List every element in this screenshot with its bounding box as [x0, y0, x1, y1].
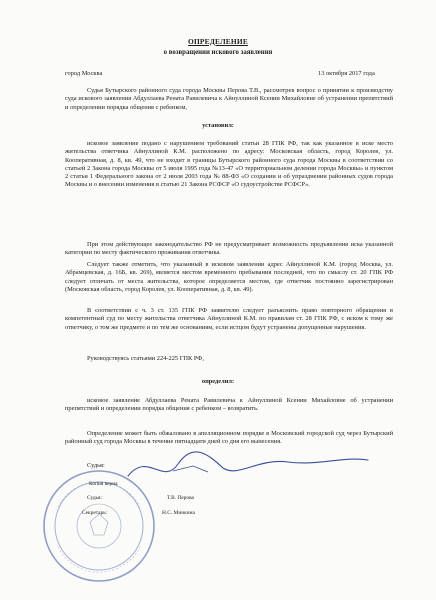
paragraph-5: Руководствуясь статьями 224-225 ГПК РФ,: [87, 355, 204, 362]
signoff-judge-name: Т.В. Перова: [167, 495, 194, 501]
copy-verified-label: Копия верна: [89, 481, 118, 487]
paragraph-3: Следует также отметить, что указанный в исковом заявлении адрес Айнуллиной К.М. (город Москва, ул. Абрамцевская, д. 16Б, кв. 269), является местом временного пребывания последней, что по смыслу ст. 20 ГПК РФ следует отличать от места жительства, которое определяется местом, где ответчик постоянно зарегистрирован (Московская область, город Королев, ул. Кооперативная, д. 8, кв. 49).: [65, 261, 393, 293]
signoff-secretary-name: Н.С. Минкина: [162, 510, 195, 516]
decision-paragraph: исковое заявление Абдуллаева Рената Равилевича к Айнуллиной Ксении Михайловне об устранении препятствий и определении порядка общения с ребенком – возвратить.: [65, 397, 393, 413]
document-city: город Москва: [65, 70, 103, 77]
document-subtitle: о возвращении искового заявления: [163, 49, 273, 56]
paragraph-4: В соответствии с ч. 3 ст. 135 ГПК РФ заявителю следует разъяснить право повторного обращения в компетентный суд по месту жительства ответчика Айнуллиной К.М. по правилам ст. 28 ГПК РФ, с иском к тому же ответчику, о том же предмете и по тем же основаниям, если истцом будут устранены допущенные нарушения.: [65, 307, 393, 331]
document-date: 13 октября 2017 года: [318, 70, 375, 77]
document-title: ОПРЕДЕЛЕНИЕ: [188, 37, 248, 46]
established-heading: установил:: [202, 122, 234, 129]
intro-paragraph: Судья Бутырского районного суда города Москвы Перова Т.В., рассмотрев вопрос о принятии к производству суда искового заявления Абдуллаева Рената Равилевича к Айнуллиной Ксении Михайловне об устранении препятствий и определении порядка общения с ребенком,: [65, 87, 393, 111]
judge-label: Судья:: [87, 462, 105, 469]
determined-heading: определил:: [201, 378, 235, 385]
appeal-paragraph: Определение может быть обжаловано в апелляционном порядке в Московский городской суд через Бутырский районный суд города Москвы в течение пятнадцати дней со дня его вынесения.: [65, 430, 393, 446]
signoff-secretary-label: Секретарь:: [82, 510, 108, 516]
paragraph-1: исковое заявление подано с нарушением требований статьи 28 ГПК РФ, так как указанное в иске место жительства ответчика Айнуллиной К.М. расположено по адресу: Московская область, город Королев, ул. Кооперативная, д. 8, кв. 49, что не входит в границы Бутырского районного суда города Москвы в соответствии со статьей 2 Закона города Москвы от 5 июля 1995 года №13-47 «О территориальном делении города Москвы» и пунктом 2 статьи 1 Федерального закона от 2 июля 2003 года № 88-ФЗ «О создании и об упразднении районных судов города Москвы и о внесении изменения в статью 21 Закона РСФСР «О судоустройстве РСФСР».: [65, 140, 393, 189]
paragraph-2: При этом действующее законодательство РФ не предусматривает возможность предъявления иска указанной категории по месту фактического проживания ответчика.: [65, 241, 393, 257]
signoff-judge-label: Судья:: [87, 495, 102, 501]
